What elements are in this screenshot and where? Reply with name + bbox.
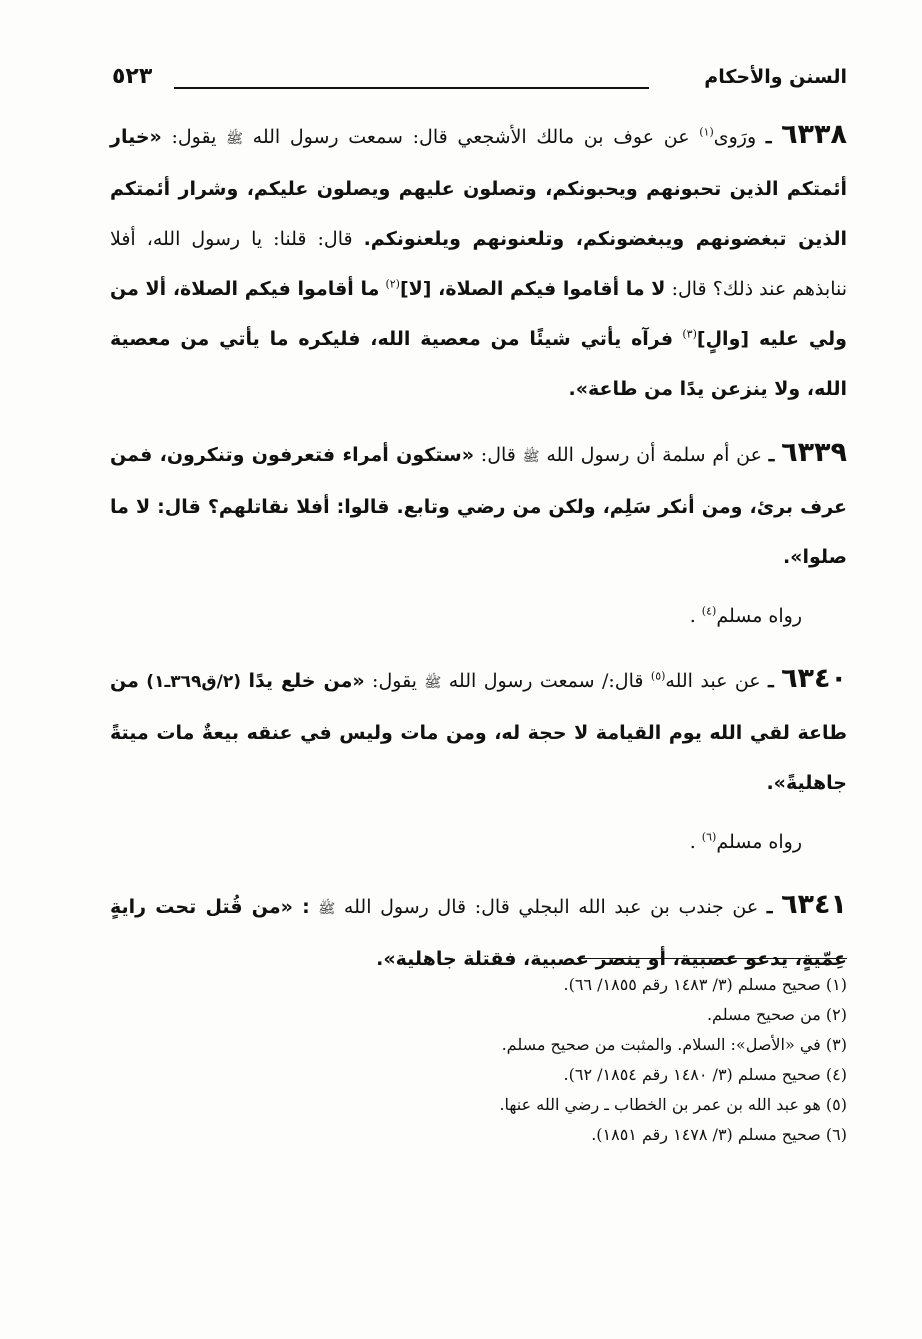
hadith-number: ٦٣٣٩ [781, 437, 848, 468]
hadith-number: ٦٣٤١ [781, 889, 847, 920]
source-text: رواه مسلم [716, 605, 802, 627]
hadith-intro: عن عوف بن مالك الأشجعي قال: سمعت رسول الله [252, 126, 690, 148]
hadith-intro: يقول: [171, 126, 217, 148]
footnote-marker: (٣) [682, 327, 697, 341]
footnote-divider [577, 958, 847, 959]
hadith-intro: عن عبد الله [665, 670, 761, 692]
page-number: ٥٢٣ [112, 64, 153, 89]
main-text [110, 110, 847, 998]
hadith-narration: قال: قلنا: يا رسول الله، أفلا ننابذهم عند ذلك؟ قال: [110, 228, 848, 300]
footnote-marker: (١) [699, 125, 714, 139]
chapter-title: السنن والأحكام [704, 66, 847, 88]
footnote-marker: (٢) [385, 277, 400, 291]
hadith-intro: قال:/ سمعت رسول الله [448, 670, 644, 692]
dash: ـ [765, 126, 772, 148]
dash: ـ [768, 670, 774, 692]
footnote-item: (٣) في «الأصل»: السلام. والمثبت من صحيح مسلم. [501, 1035, 847, 1054]
header-rule [174, 87, 649, 89]
hadith-source: رواه مسلم$^{(٤)}$ . [689, 604, 802, 627]
footnote-marker: (٥) [650, 669, 666, 683]
salla-glyph: ﷺ [424, 675, 442, 691]
footnote-marker: (٦) [701, 830, 717, 844]
hadith-quote: من طاعة لقي الله يوم القيامة لا حجة له، ومن مات وليس في عنقه بيعةٌ مات ميتةً جاهليةً». [110, 670, 847, 794]
hadith-quote: «ستكون أمراء فتعرفون وتنكرون، فمن عرف برئ، ومن أنكر سَلِم، ولكن من رضي وتابع. قالوا: أفلا نقاتلهم؟ قال: لا ما صلوا». [110, 444, 847, 568]
hadith-quote: لا ما أقاموا فيكم الصلاة، [لا] [399, 278, 666, 300]
hadith-source: رواه مسلم$^{(٦)}$ . [689, 830, 802, 853]
footnote-item: (١) صحيح مسلم (٣/ ١٤٨٣ رقم ١٨٥٥/ ٦٦). [563, 975, 847, 994]
hadith-quote: فرآه يأتي شيئًا من معصية الله، فليكره ما يأتي من معصية الله، ولا ينزعن يدًا من طاعة». [110, 328, 847, 400]
salla-glyph: ﷺ [226, 131, 243, 147]
hadith-quote: «من خلع يدًا [248, 670, 365, 692]
hadith-6339 [110, 428, 847, 582]
hadith-intro: قال: [480, 444, 516, 466]
footnote-marker: (٤) [701, 604, 717, 618]
hadith-quote: : «من قُتل تحت رايةٍ عِمّيةٍ، يدعو عصبية، أو ينصر عصبية، فقتلة جاهلية». [110, 896, 847, 970]
hadith-6341 [110, 880, 847, 984]
salla-glyph: ﷺ [522, 449, 540, 465]
source-text: رواه مسلم [716, 831, 802, 853]
salla-glyph: ﷺ [318, 901, 336, 917]
hadith-intro: يقول: [372, 670, 417, 692]
footnote-item: (٦) صحيح مسلم (٣/ ١٤٧٨ رقم ١٨٥١). [591, 1125, 847, 1144]
dash: ـ [768, 444, 775, 466]
running-header [112, 60, 847, 100]
hadith-intro: عن جندب بن عبد الله البجلي قال: قال رسول الله [343, 896, 759, 918]
hadith-intro: ورَوى [713, 126, 757, 148]
hadith-intro: عن أم سلمة أن رسول الله [546, 444, 762, 466]
hadith-quote: «خيار أئمتكم الذين تحبونهم ويحبونكم، وتصلون عليهم ويصلون عليكم، وشرار أئمتكم الذين تبغضونهم ويبغضونكم، وتلعنونهم ويلعنونكم. [110, 126, 847, 250]
footnote-item: (٤) صحيح مسلم (٣/ ١٤٨٠ رقم ١٨٥٤/ ٦٢). [563, 1065, 847, 1084]
footnotes-list [110, 970, 847, 1150]
dash: ـ [766, 896, 773, 918]
hadith-number: ٦٣٣٨ [781, 119, 847, 150]
footnote-item: (٢) من صحيح مسلم. [706, 1005, 847, 1024]
hadith-6338 [110, 110, 847, 414]
hadith-number: ٦٣٤٠ [781, 663, 847, 694]
manuscript-reference: (٢/ق٣٦٩ـ١) [146, 672, 242, 692]
hadith-6340 [110, 654, 847, 808]
footnote-item: (٥) هو عبد الله بن عمر بن الخطاب ـ رضي الله عنها. [499, 1095, 847, 1114]
hadith-quote: ما أقاموا فيكم الصلاة، ألا من ولي عليه [والٍ] [110, 278, 847, 350]
